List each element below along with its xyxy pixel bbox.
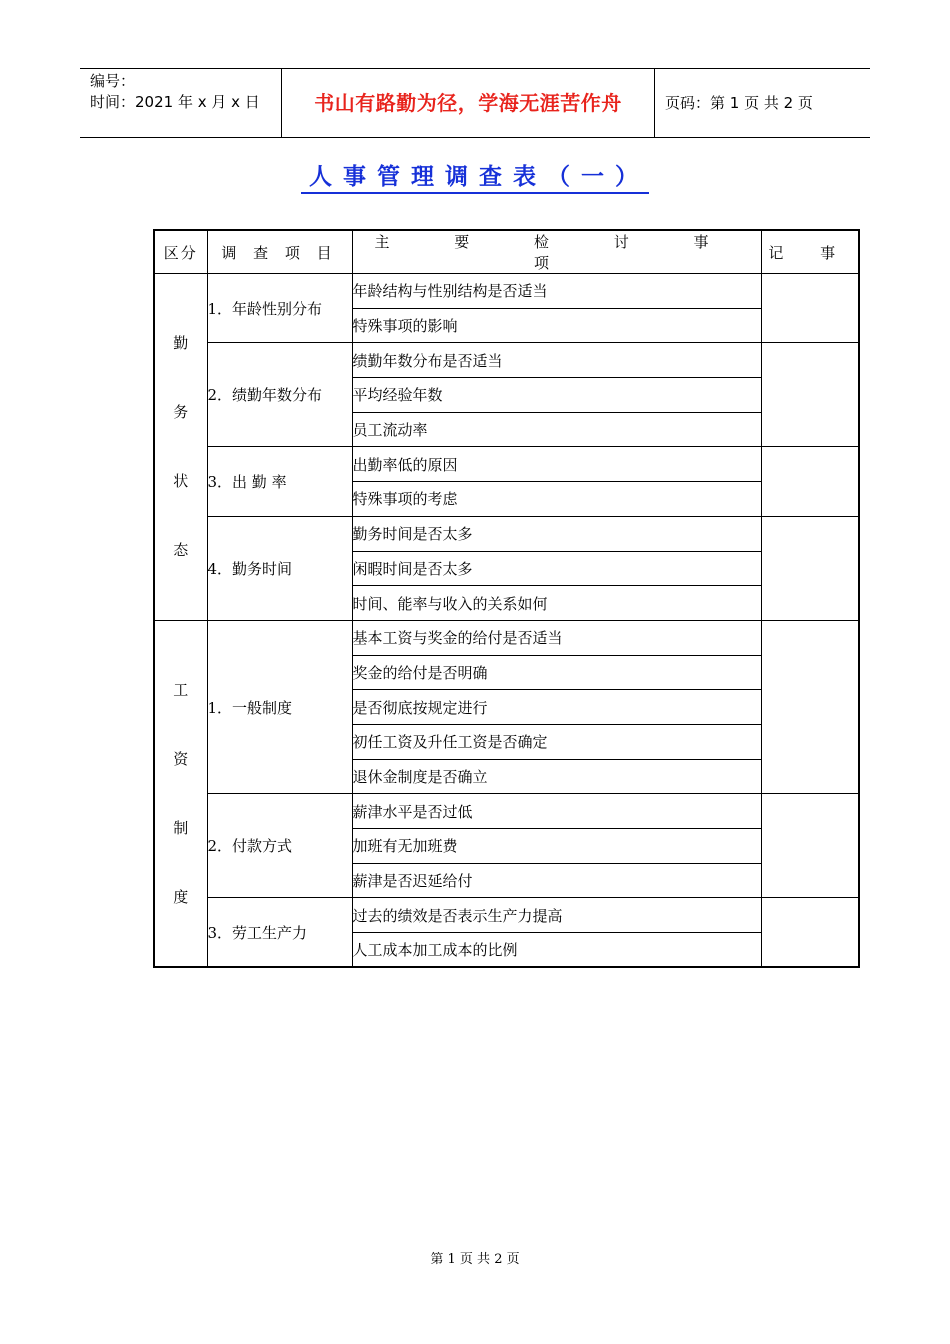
note-cell[interactable] bbox=[761, 343, 859, 447]
check-item-cell: 是否彻底按规定进行 bbox=[352, 690, 761, 725]
table-row bbox=[154, 343, 859, 378]
table-row bbox=[154, 274, 859, 309]
table-row bbox=[154, 620, 859, 655]
header-page-cell bbox=[655, 69, 870, 137]
note-cell[interactable] bbox=[761, 794, 859, 898]
document-header bbox=[80, 68, 870, 138]
serial-label: 编号： bbox=[90, 72, 136, 90]
survey-item-cell: 2．付款方式 bbox=[207, 794, 352, 898]
header-item: 调 查 项 目 bbox=[207, 230, 352, 274]
check-item-cell: 闲暇时间是否太多 bbox=[352, 551, 761, 586]
note-cell[interactable] bbox=[761, 898, 859, 967]
check-item-cell: 退休金制度是否确立 bbox=[352, 759, 761, 794]
survey-item-cell: 2．绩勤年数分布 bbox=[207, 343, 352, 447]
section-area-cell bbox=[154, 620, 207, 967]
survey-item-cell: 4．勤务时间 bbox=[207, 516, 352, 620]
section-area-char: 状 bbox=[173, 471, 189, 490]
section-area-char: 工 bbox=[173, 680, 189, 699]
header-area: 区分 bbox=[154, 230, 207, 274]
time-label: 时间：2021 年 x 月 x 日 bbox=[90, 93, 260, 111]
check-item-cell: 基本工资与奖金的给付是否适当 bbox=[352, 620, 761, 655]
page-title-text: 人事管理调查表（一） bbox=[301, 164, 649, 194]
table-row bbox=[154, 516, 859, 551]
section-area-char: 度 bbox=[173, 887, 189, 906]
check-item-cell: 绩勤年数分布是否适当 bbox=[352, 343, 761, 378]
check-item-cell: 出勤率低的原因 bbox=[352, 447, 761, 482]
note-cell[interactable] bbox=[761, 274, 859, 343]
check-item-cell: 加班有无加班费 bbox=[352, 829, 761, 864]
check-item-cell: 薪津水平是否过低 bbox=[352, 794, 761, 829]
note-cell[interactable] bbox=[761, 447, 859, 516]
section-area-char: 勤 bbox=[173, 333, 189, 352]
check-item-cell: 过去的绩效是否表示生产力提高 bbox=[352, 898, 761, 933]
page-footer: 第 1 页 共 2 页 bbox=[430, 1252, 520, 1267]
check-item-cell: 特殊事项的影响 bbox=[352, 308, 761, 343]
motto-text: 书山有路勤为径，学海无涯苦作舟 bbox=[314, 91, 622, 115]
check-item-cell: 员工流动率 bbox=[352, 412, 761, 447]
header-note: 记 事 bbox=[761, 230, 859, 274]
header-meta bbox=[80, 69, 282, 137]
check-item-cell: 人工成本加工成本的比例 bbox=[352, 933, 761, 968]
check-item-cell: 时间、能率与收入的关系如何 bbox=[352, 586, 761, 621]
survey-item-cell: 3．劳工生产力 bbox=[207, 898, 352, 967]
survey-table bbox=[153, 229, 860, 968]
table-header-row bbox=[154, 230, 859, 274]
note-cell[interactable] bbox=[761, 620, 859, 793]
header-check: 主 要 检 讨 事 项 bbox=[352, 230, 761, 274]
section-area-char: 务 bbox=[173, 402, 189, 421]
page-title bbox=[0, 158, 950, 191]
survey-item-cell: 3．出 勤 率 bbox=[207, 447, 352, 516]
section-area-char: 态 bbox=[173, 540, 189, 559]
check-item-cell: 特殊事项的考虑 bbox=[352, 482, 761, 517]
check-item-cell: 平均经验年数 bbox=[352, 378, 761, 413]
table-row bbox=[154, 794, 859, 829]
check-item-cell: 勤务时间是否太多 bbox=[352, 516, 761, 551]
table-row bbox=[154, 447, 859, 482]
table-row bbox=[154, 898, 859, 933]
check-item-cell: 初任工资及升任工资是否确定 bbox=[352, 724, 761, 759]
page-code: 页码：第 1 页 共 2 页 bbox=[665, 94, 813, 112]
section-area-char: 制 bbox=[173, 818, 189, 837]
check-item-cell: 年龄结构与性别结构是否适当 bbox=[352, 274, 761, 309]
note-cell[interactable] bbox=[761, 516, 859, 620]
check-item-cell: 奖金的给付是否明确 bbox=[352, 655, 761, 690]
section-area-cell bbox=[154, 274, 207, 621]
survey-item-cell: 1．一般制度 bbox=[207, 620, 352, 793]
survey-item-cell: 1．年龄性别分布 bbox=[207, 274, 352, 343]
check-item-cell: 薪津是否迟延给付 bbox=[352, 863, 761, 898]
section-area-char: 资 bbox=[173, 749, 189, 768]
header-motto-cell bbox=[282, 69, 655, 137]
